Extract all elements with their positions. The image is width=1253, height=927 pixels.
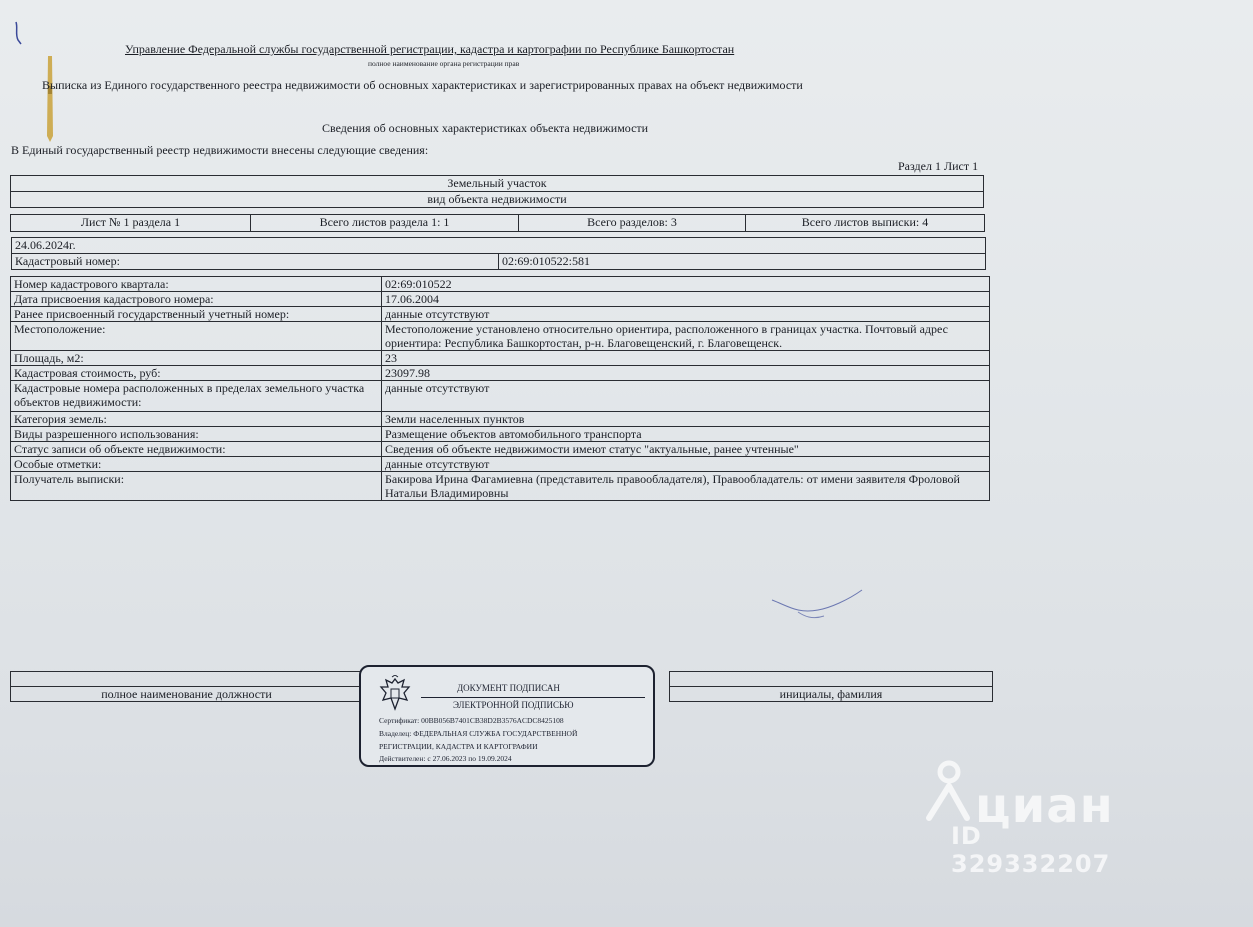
row-label: Кадастровая стоимость, руб:	[11, 366, 382, 381]
sheet-number: Лист № 1 раздела 1	[11, 215, 251, 232]
row-value: данные отсутствуют	[382, 457, 990, 472]
table-row	[11, 366, 990, 381]
row-label: Категория земель:	[11, 412, 382, 427]
row-value: данные отсутствуют	[382, 381, 990, 412]
row-label: Дата присвоения кадастрового номера:	[11, 292, 382, 307]
row-label: Местоположение:	[11, 322, 382, 351]
row-value: 02:69:010522	[382, 277, 990, 292]
row-value: 23097.98	[382, 366, 990, 381]
stamp-owner-line1: Владелец: ФЕДЕРАЛЬНАЯ СЛУЖБА ГОСУДАРСТВЕННОЙ	[379, 729, 578, 738]
e-signature-stamp	[359, 665, 655, 767]
agency-caption: полное наименование органа регистрации прав	[368, 59, 520, 68]
section-title: Сведения об основных характеристиках объекта недвижимости	[322, 121, 649, 135]
cadastral-label: Кадастровый номер:	[12, 254, 499, 270]
row-label: Виды разрешенного использования:	[11, 427, 382, 442]
pen-scribble	[768, 586, 868, 622]
row-label: Кадастровые номера расположенных в пределах земельного участка объектов недвижимости:	[11, 381, 382, 412]
date-table	[11, 237, 986, 270]
row-value: данные отсутствуют	[382, 307, 990, 322]
name-caption: инициалы, фамилия	[670, 687, 993, 702]
table-row	[11, 277, 990, 292]
object-type-table	[10, 175, 984, 208]
row-label: Статус записи об объекте недвижимости:	[11, 442, 382, 457]
watermark-id: ID 329332207	[951, 822, 1111, 878]
extract-sheets-total: Всего листов выписки: 4	[746, 215, 985, 232]
table-row	[11, 427, 990, 442]
agency-name: Управление Федеральной службы государственной регистрации, кадастра и картографии по Республике Башкортостан	[125, 42, 735, 56]
row-value: 23	[382, 351, 990, 366]
table-row	[11, 351, 990, 366]
extract-date: 24.06.2024г.	[12, 238, 986, 254]
watermark	[915, 760, 1145, 878]
row-label: Ранее присвоенный государственный учетный номер:	[11, 307, 382, 322]
table-row	[11, 307, 990, 322]
stamp-line1: ДОКУМЕНТ ПОДПИСАН	[457, 683, 560, 693]
extract-title: Выписка из Единого государственного реестра недвижимости об основных характеристиках и зарегистрированных правах на объект недвижимости	[42, 78, 803, 92]
ink-mark	[12, 20, 28, 46]
section-sheets-total: Всего листов раздела 1: 1	[251, 215, 519, 232]
eagle-emblem-icon	[378, 675, 412, 713]
sheet-info-table	[10, 214, 985, 232]
table-row	[11, 472, 990, 501]
position-caption: полное наименование должности	[11, 687, 363, 702]
row-label: Площадь, м2:	[11, 351, 382, 366]
object-type: Земельный участок	[11, 176, 984, 192]
row-value: Местоположение установлено относительно ориентира, расположенного в границах участка. Почтовый адрес ориентира: Республика Башкортостан, р-н. Благовещенский, г. Благовещенск.	[382, 322, 990, 351]
pencil-icon	[42, 56, 58, 142]
stamp-certificate: Сертификат: 00BB056B7401CB38D2B3576ACDC8425108	[379, 716, 564, 725]
row-label: Особые отметки:	[11, 457, 382, 472]
row-value: Размещение объектов автомобильного транспорта	[382, 427, 990, 442]
table-row	[11, 292, 990, 307]
table-row	[11, 381, 990, 412]
object-type-caption: вид объекта недвижимости	[11, 192, 984, 208]
stamp-owner-line2: РЕГИСТРАЦИИ, КАДАСТРА И КАРТОГРАФИИ	[379, 742, 538, 751]
table-row	[11, 442, 990, 457]
stamp-line2: ЭЛЕКТРОННОЙ ПОДПИСЬЮ	[453, 700, 574, 710]
table-row	[11, 457, 990, 472]
row-value: 17.06.2004	[382, 292, 990, 307]
row-value: Бакирова Ирина Фагамиевна (представитель правообладателя), Правообладатель: от имени заявителя Фроловой Натальи Владимировны	[382, 472, 990, 501]
row-label: Номер кадастрового квартала:	[11, 277, 382, 292]
section-reference: Раздел 1 Лист 1	[898, 159, 979, 173]
table-row	[11, 322, 990, 351]
watermark-brand: циан	[975, 778, 1114, 834]
map-pin-person-icon	[915, 760, 973, 824]
row-value: Сведения об объекте недвижимости имеют статус "актуальные, ранее учтенные"	[382, 442, 990, 457]
table-row	[11, 412, 990, 427]
characteristics-table	[10, 276, 990, 501]
row-label: Получатель выписки:	[11, 472, 382, 501]
cadastral-value: 02:69:010522:581	[499, 254, 986, 270]
intro-text: В Единый государственный реестр недвижимости внесены следующие сведения:	[11, 143, 429, 157]
row-value: Земли населенных пунктов	[382, 412, 990, 427]
stamp-validity: Действителен: с 27.06.2023 по 19.09.2024	[379, 754, 512, 763]
sections-total: Всего разделов: 3	[519, 215, 746, 232]
